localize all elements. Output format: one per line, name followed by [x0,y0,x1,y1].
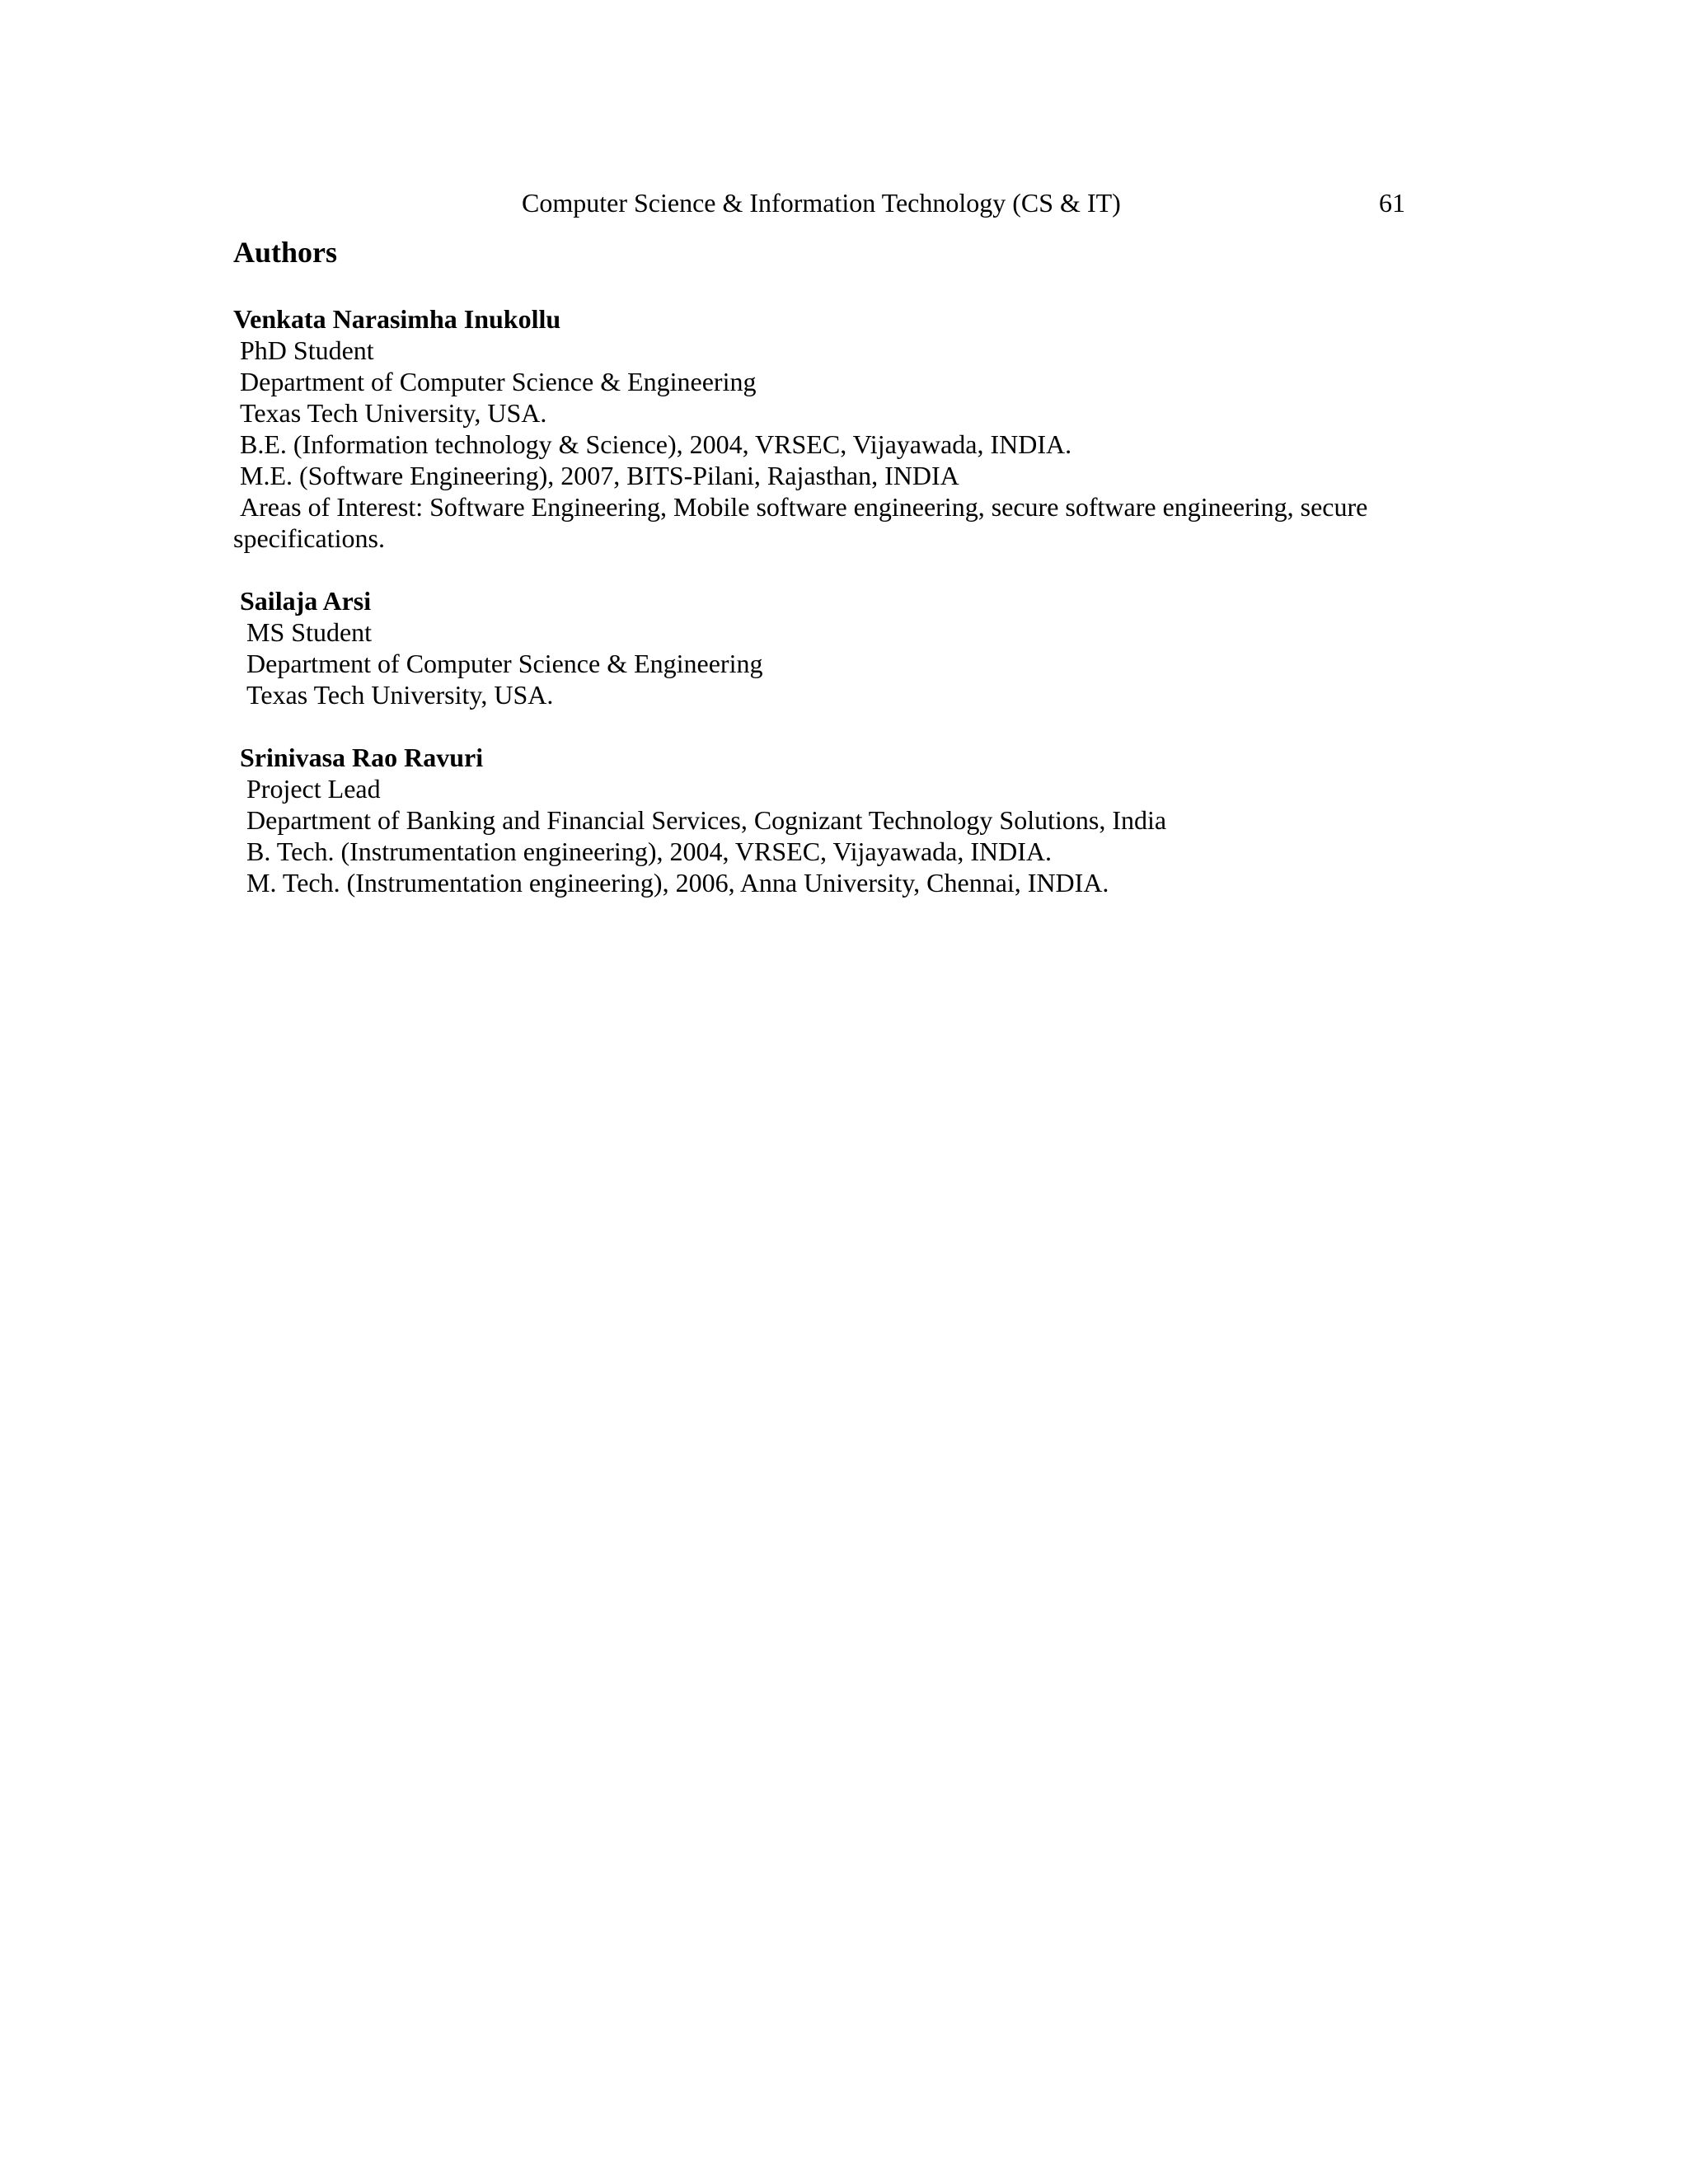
section-heading: Authors [233,236,338,269]
author-entry [233,303,1404,554]
author-entry [233,742,1404,898]
author-degree: M. Tech. (Instrumentation engineering), 2006, Anna University, Chennai, INDIA. [246,868,1109,898]
running-title: Computer Science & Information Technology (CS & IT) [522,188,1121,218]
author-affiliation: Texas Tech University, USA. [246,680,554,710]
page-header [0,185,1688,221]
author-name: Sailaja Arsi [240,586,372,616]
authors-section [233,234,1404,930]
author-degree: B. Tech. (Instrumentation engineering), 2004, VRSEC, Vijayawada, INDIA. [246,837,1052,866]
author-name: Srinivasa Rao Ravuri [240,743,484,772]
author-name: Venkata Narasimha Inukollu [233,304,561,334]
author-department: Department of Computer Science & Engineering [240,367,757,396]
author-degree: B.E. (Information technology & Science), 2004, VRSEC, Vijayawada, INDIA. [240,429,1072,459]
author-interests-continued: specifications. [233,523,385,553]
author-position: MS Student [246,617,373,647]
author-position: Project Lead [246,774,381,804]
author-interests: Areas of Interest: Software Engineering, Mobile software engineering, secure software engineering, secure [240,492,1368,522]
author-entry [233,585,1404,710]
author-degree: M.E. (Software Engineering), 2007, BITS-Pilani, Rajasthan, INDIA [240,461,959,490]
page-number: 61 [1379,188,1405,218]
author-affiliation: Texas Tech University, USA. [240,398,547,428]
author-department: Department of Computer Science & Engineering [246,649,763,678]
author-department: Department of Banking and Financial Services, Cognizant Technology Solutions, India [246,805,1167,835]
author-position: PhD Student [240,335,374,365]
